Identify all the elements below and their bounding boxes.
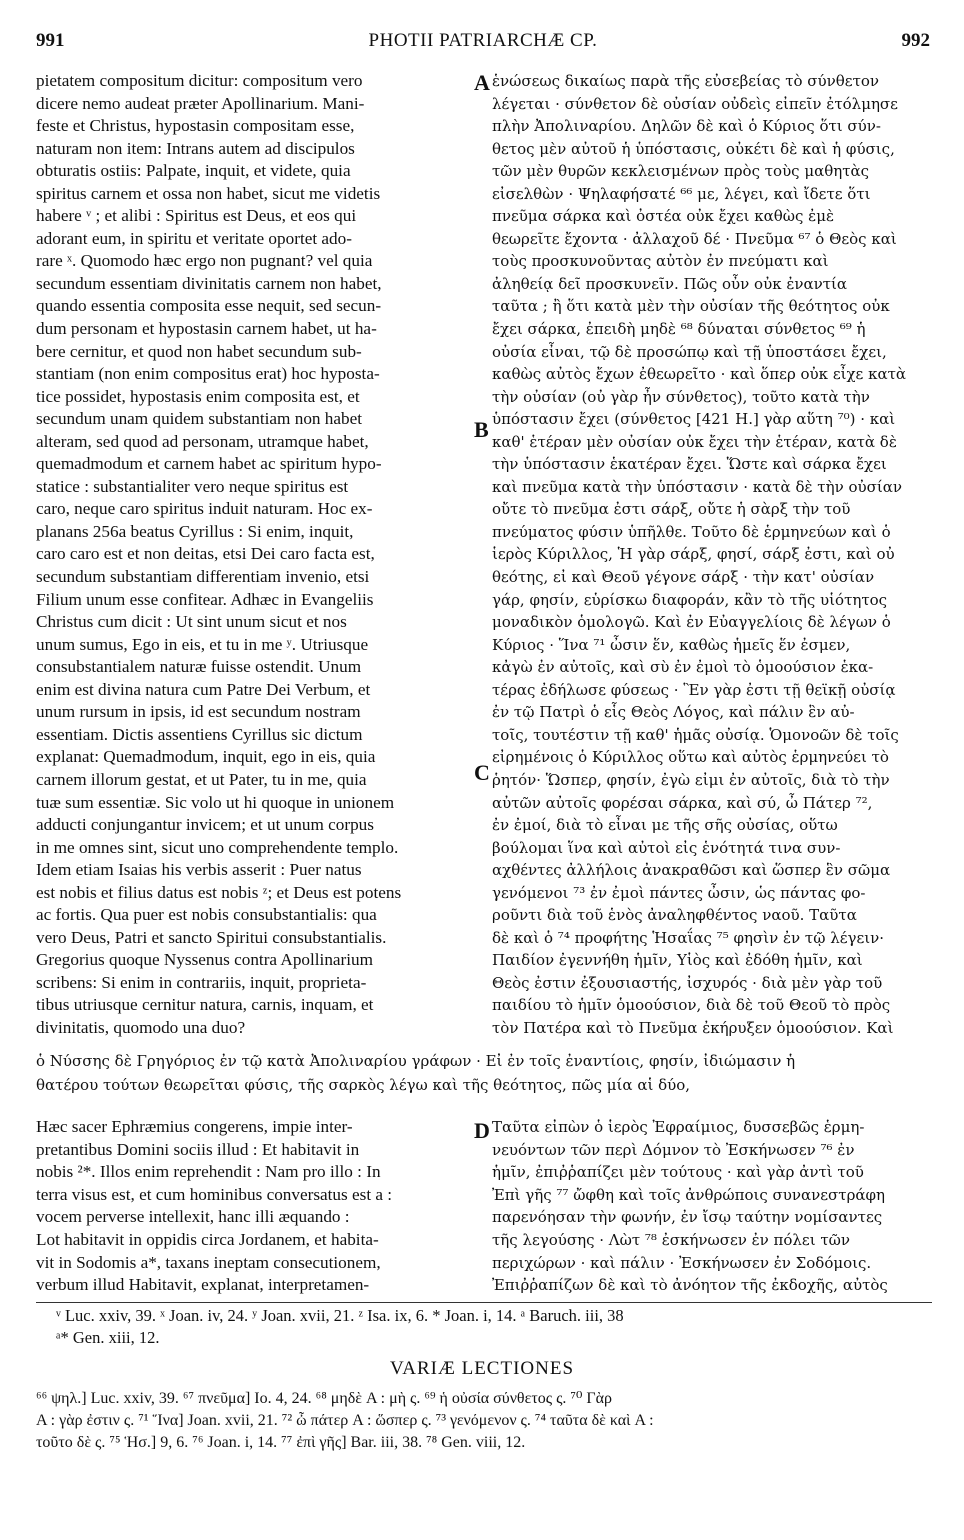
greek-text-line: καθ' ἑτέραν μὲν οὐσίαν οὐκ ἔχει τὴν ἑτέραν, κατὰ δὲ bbox=[492, 432, 897, 451]
greek-text-line: Κύριος · Ἵνα ⁷¹ ὦσιν ἕν, καθὼς ἡμεῖς ἕν ἐσμεν, bbox=[492, 635, 851, 654]
page-header bbox=[36, 30, 930, 60]
greek-text-line: ταῦτα ; ἢ ὅτι κατὰ μὲν τὴν οὐσίαν τῆς θεότητος οὐκ bbox=[492, 297, 890, 316]
greek-text-line: αχθέντες ἀλλήλοις ἀνακραθῶσι καὶ ὥσπερ ἓν σῶμα bbox=[492, 861, 891, 880]
greek-text-line: ροῦντι διὰ τοῦ ἑνὸς ἀναληφθέντος ναοῦ. Ταῦτα bbox=[492, 906, 857, 925]
greek-text-line: τέρας ἐδήλωσε φύσεως · Ἓν γὰρ ἐστι τῇ θεϊκῇ οὐσίᾳ bbox=[492, 680, 896, 699]
variae-lectiones-title: VARIÆ LECTIONES bbox=[389, 1358, 575, 1379]
latin-text-line: caro, neque caro spiritus induit naturam. Hoc ex- bbox=[36, 499, 373, 519]
greek-text-line: γενόμενοι ⁷³ ἐν ἐμοὶ πάντες ὦσιν, ὡς πάντας φο- bbox=[492, 883, 866, 902]
latin-text-line: in me omnes sint, sicut uno comprehendente templo. bbox=[36, 837, 399, 857]
latin-text-line: Filium unum esse confitear. Adhæc in Evangeliis bbox=[36, 589, 374, 609]
greek-text-line: καὶ πνεῦμα κατὰ τὴν ὑπόστασιν · κατὰ δὲ τὴν οὐσίαν bbox=[492, 477, 902, 496]
footnotes bbox=[56, 1305, 936, 1349]
greek-text-line: τῆς λεγούσης · Λὼτ ⁷⁸ ἐσκήνωσεν ἐν πόλει τῶν bbox=[492, 1230, 851, 1249]
latin-text-line: Lot habitavit in oppidis circa Jordanem, et habita- bbox=[36, 1229, 379, 1249]
latin-text-line: pietatem compositum dicitur: compositum vero bbox=[36, 71, 363, 90]
latin-text-line: alteram, sed quod ad personam, utramque habet, bbox=[36, 431, 369, 451]
greek-text-line: βούλομαι ἵνα καὶ αὐτοὶ εἰς ἑνότητά τινα συν- bbox=[492, 838, 841, 857]
latin-text-line: secundum essentiam divinitatis carnem non habet, bbox=[36, 273, 382, 293]
greek-text-line: τοῖς, τουτέστιν τῇ καθ' ἡμᾶς οὐσίᾳ. Ὁμονοῶν δὲ τοῖς bbox=[492, 725, 899, 744]
latin-text-line: enim est divina natura cum Patre Dei Verbum, et bbox=[36, 679, 371, 699]
latin-text-line: bere cernitur, et quod non habet secundum sub- bbox=[36, 341, 362, 361]
greek-text-line: θετος μὲν αὐτοῦ ἡ ὑπόστασις, οὐκέτι δὲ καὶ ἡ φύσις, bbox=[492, 139, 895, 158]
greek-column bbox=[492, 70, 932, 1040]
greek-text-line: θεωρεῖτε ἔχοντα · ἀλλαχοῦ δέ · Πνεῦμα ⁶⁷ ὁ Θεὸς καὶ bbox=[492, 229, 897, 248]
greek-text-line: τὴν οὐσίαν (οὐ γὰρ ἦν σύνθετος), τοῦτο κατὰ τὴν bbox=[492, 387, 870, 406]
greek-text-line: εἰσελθὼν · Ψηλαφήσατέ ⁶⁶ με, λέγει, καὶ ἴδετε ὅτι bbox=[492, 184, 871, 203]
latin-text-line: terra visus est, et cum hominibus conversatus est a : bbox=[36, 1184, 393, 1204]
greek-text-line: Ἐπιῤῥαπίζων δὲ καὶ τὸ ἀνόητον τῆς ἐκδοχῆς, αὐτὸς bbox=[492, 1276, 888, 1295]
greek-text-line: λέγεται · σύνθετον δὲ οὐσίαν οὐδεὶς εἰπεῖν ἐτόλμησε bbox=[492, 94, 898, 113]
greek-text-line: οὐσία εἶναι, τῷ δὲ προσώπῳ καὶ τῇ ὑποστάσει ἔχει, bbox=[492, 342, 887, 361]
greek-text-line: ἔχει σάρκα, ἐπειδὴ μηδὲ ⁶⁸ δύναται σύνθετος ⁶⁹ ἡ bbox=[492, 320, 866, 339]
margin-letter-b: B bbox=[474, 417, 489, 442]
variae-lectiones bbox=[36, 1388, 936, 1454]
greek-text-line: εἰρημένοις ὁ Κύριλλος οὕτω καὶ αὐτὸς ἑρμηνεύει τὸ bbox=[492, 748, 889, 767]
greek-text-line: Θεὸς ἐστιν ἐξουσιαστής, ἰσχυρός · διὰ μὲν γὰρ τοῦ bbox=[492, 973, 883, 992]
varia-line: ⁶⁶ ψηλ.] Luc. xxiv, 39. ⁶⁷ πνεῦμα] Io. 4, 24. ⁶⁸ μηδὲ A : μὴ ς. ⁶⁹ ἡ οὐσία σύνθετος ς. ⁷⁰ Γὰρ bbox=[36, 1390, 613, 1407]
latin-text-line: caro caro est et non deitas, etsi Dei caro facta est, bbox=[36, 544, 375, 564]
page-number-left: 991 bbox=[36, 30, 65, 51]
latin-text-line: unum rursum in ipsis, id est secundum nostram bbox=[36, 702, 361, 722]
greek-text-line: ἑνώσεως δικαίως παρὰ τῆς εὐσεβείας τὸ σύνθετον bbox=[492, 72, 880, 90]
greek-text-line: πλὴν Ἀπολιναρίου. Δηλῶν δὲ καὶ ὁ Κύριος ὅτι σύν- bbox=[492, 117, 881, 136]
latin-text-line: Gregorius quoque Nyssenus contra Apollinarium bbox=[36, 950, 374, 970]
latin-text-line: adducti conjungantur invicem; et ut unum corpus bbox=[36, 815, 374, 835]
greek-text-line: θεότης, εἰ καὶ Θεοῦ γέγονε σάρξ · τὴν κατ' οὐσίαν bbox=[492, 568, 875, 587]
greek-text-line: ὑπόστασιν ἔχει (σύνθετος [421 H.] γὰρ αὕτη ⁷⁰) · καὶ bbox=[492, 410, 896, 429]
greek-column-lower bbox=[492, 1116, 932, 1297]
greek-text-line: τὸν Πατέρα καὶ τὸ Πνεῦμα ἐκήρυξεν ὁμοούσιον. Καὶ bbox=[492, 1018, 894, 1037]
greek-text-line: Ταῦτα εἰπὼν ὁ ἱερὸς Ἐφραίμιος, δυσσεβῶς ἑρμη- bbox=[492, 1118, 865, 1136]
greek-text-line: παιδίου τὸ ἡμῖν ὁμοούσιον, διὰ δὲ τοῦ Θεοῦ τὸ πρὸς bbox=[492, 996, 891, 1015]
varia-line: A : γὰρ ἐστιν ς. ⁷¹ Ἵνα] Joan. xvii, 21. ⁷² ὦ πάτερ A : ὥσπερ ς. ⁷³ γενόμενον ς. ⁷⁴ ταῦτα δὲ καὶ A : bbox=[36, 1412, 654, 1429]
latin-text-line: tibus utriusque cernitur natura, carnis, inquam, et bbox=[36, 995, 374, 1015]
footnote-line: ᵃ* Gen. xiii, 12. bbox=[56, 1328, 160, 1347]
full-width-line-1: ὁ Νύσσης δὲ Γρηγόριος ἐν τῷ κατὰ Ἀπολιναρίου γράφων · Εἰ ἐν τοῖς ἐναντίοις, φησίν, ἰδιώμασιν ἡ bbox=[36, 1052, 796, 1070]
latin-text-line: feste et Christus, hypostasin compositam esse, bbox=[36, 116, 355, 136]
latin-text-line: statice : substantialiter vero neque spiritus est bbox=[36, 476, 349, 496]
latin-text-line: explanat: Quemadmodum, inquit, ego in eis, quia bbox=[36, 747, 376, 767]
latin-text-line: essentiam. Dictis assentiens Cyrillus sic dictum bbox=[36, 724, 363, 744]
latin-text-line: rare ˣ. Quomodo hæc ergo non pugnant? vel quia bbox=[36, 251, 373, 271]
latin-text-line: est nobis et filius datus est nobis ᶻ; et Deus est potens bbox=[36, 882, 402, 902]
latin-text-line: obturatis ostiis: Palpate, inquit, et videte, quia bbox=[36, 161, 351, 181]
latin-text-line: dum personam et hypostasin carnem habet, ut ha- bbox=[36, 319, 377, 339]
full-width-line-2: θατέρου τούτων θεωρεῖται φύσις, τῆς σαρκὸς λέγω καὶ τῆς θεότητος, πῶς μία αἱ δύο, bbox=[36, 1076, 691, 1094]
latin-text-line: habere ᵛ ; et alibi : Spiritus est Deus, et eos qui bbox=[36, 206, 357, 226]
margin-letter-d: D bbox=[474, 1118, 490, 1143]
latin-text-line: divinitatis, quomodo una duo? bbox=[36, 1017, 246, 1037]
latin-text-line: secundum unam quidem substantiam non habet bbox=[36, 409, 363, 429]
greek-text-line: παρενόησαν τὴν φωνήν, ἐν ἴσῳ ταύτην νομίσαντες bbox=[492, 1208, 883, 1227]
latin-text-line: vit in Sodomis a*, taxans ineptam consecutionem, bbox=[36, 1252, 381, 1272]
latin-text-line: carnem illorum gestat, et ut Pater, tu in me, quia bbox=[36, 769, 367, 789]
latin-text-line: naturam non item: Intrans autem ad discipulos bbox=[36, 138, 355, 158]
latin-text-line: quemadmodum et carnem habet ac spiritum hypo- bbox=[36, 454, 382, 474]
latin-text-line: vero Deus, Patri et sancto Spiritui consubstantialis. bbox=[36, 927, 387, 947]
greek-text-line: δὲ καὶ ὁ ⁷⁴ προφήτης Ἡσαΐας ⁷⁵ φησὶν ἐν τῷ λέγειν· bbox=[492, 928, 884, 947]
latin-text-line: unum sumus, Ego in eis, et tu in me ʸ. Utriusque bbox=[36, 634, 369, 654]
greek-text-line: μοναδικὸν ὁμολογῶ. Καὶ ἐν Εὐαγγελίοις δὲ λέγων ὁ bbox=[492, 613, 891, 632]
margin-letter-a: A bbox=[474, 70, 490, 95]
greek-text-line: νευόντων τῶν περὶ Δόμνον τὸ Ἐσκήνωσεν ⁷⁶ ἐν bbox=[492, 1140, 855, 1159]
greek-text-line: ἐν τῷ Πατρὶ ὁ εἷς Θεὸς Λόγος, καὶ πάλιν ἓν αὐ- bbox=[492, 703, 855, 722]
greek-text-line: ἡμῖν, ἐπιῤῥαπίζει μὲν τούτους · καὶ γὰρ ἀντὶ τοῦ bbox=[492, 1163, 864, 1182]
greek-text-line: τὴν ὑπόστασιν ἑκατέραν ἔχει. Ὥστε καὶ σάρκα ἔχει bbox=[492, 455, 887, 474]
greek-text-line: ἀληθείᾳ δεῖ προσκυνεῖν. Πῶς οὖν οὐκ ἐναντία bbox=[492, 274, 848, 293]
latin-text-line: stantiam (non enim compositus erat) hoc hyposta- bbox=[36, 364, 380, 384]
greek-text-line: ῥητόν· Ὥσπερ, φησίν, ἐγὼ εἰμι ἐν αὐτοῖς, διὰ τὸ τὴν bbox=[492, 770, 890, 789]
latin-column bbox=[36, 70, 472, 1040]
latin-text-line: pretantibus Domini sociis illud : Et habitavit in bbox=[36, 1139, 360, 1159]
latin-text-line: adorant eum, in spiritu et veritate oportet ado- bbox=[36, 228, 352, 248]
greek-text-line: πνεῦμα σάρκα καὶ ὀστέα οὐκ ἔχει καθὼς ἐμὲ bbox=[492, 207, 834, 226]
latin-text-line: tice possidet, hypostasis enim composita est, et bbox=[36, 386, 360, 406]
latin-text-line: scribens: Si enim in contrariis, inquit, proprieta- bbox=[36, 972, 367, 992]
greek-text-line: πνεύματος φύσιν ὑπῆλθε. Τοῦτο δὲ ἑρμηνεύων καὶ ὁ bbox=[492, 522, 891, 541]
varia-line: τοῦτο δὲ ς. ⁷⁵ Ἡσ.] 9, 6. ⁷⁶ Joan. i, 14. ⁷⁷ ἐπὶ γῆς] Bar. iii, 38. ⁷⁸ Gen. viii, 12. bbox=[36, 1434, 526, 1451]
latin-text-line: quando essentia composita esse nequit, sed secun- bbox=[36, 296, 382, 316]
latin-text-line: secundum substantiam differentiam invenio, etsi bbox=[36, 567, 370, 587]
greek-text-line: αὐτῶν αὐτοῖς φορέσαι σάρκα, καὶ σύ, ὦ Πάτερ ⁷², bbox=[492, 793, 873, 812]
latin-text-line: Christus cum dicit : Ut sint unum sicut et nos bbox=[36, 612, 347, 632]
latin-text-line: planans 256a beatus Cyrillus : Si enim, inquit, bbox=[36, 521, 354, 541]
greek-text-line: ἱερὸς Κύριλλος, Ἡ γὰρ σάρξ, φησί, σάρξ ἐστι, καὶ οὐ bbox=[492, 545, 895, 564]
greek-text-line: τοὺς προσκυνοῦντας αὐτὸν ἐν πνεύματι καὶ bbox=[492, 252, 829, 271]
latin-text-line: vocem perverse intellexit, hanc illi æquando : bbox=[36, 1207, 350, 1227]
margin-letter-c: C bbox=[474, 760, 490, 785]
latin-text-line: verbum illud Habitavit, explanat, interpretamen- bbox=[36, 1275, 370, 1295]
page-number-right: 992 bbox=[901, 30, 930, 51]
latin-text-line: Idem etiam Isaias his verbis asserit : Puer natus bbox=[36, 860, 362, 880]
footnote-line: ᵛ Luc. xxiv, 39. ˣ Joan. iv, 24. ʸ Joan. xvii, 21. ᶻ Isa. ix, 6. * Joan. i, 14. ᵃ Baruch. iii, 38 bbox=[56, 1306, 624, 1325]
latin-text-line: consubstantialem naturæ fuisse ostendit. Unum bbox=[36, 657, 362, 677]
greek-text-line: Παιδίον ἐγεννήθη ἡμῖν, Υἱὸς καὶ ἐδόθη ἡμῖν, καὶ bbox=[492, 951, 863, 970]
latin-column-lower bbox=[36, 1116, 472, 1297]
greek-text-line: καθὼς αὐτὸς ἔχων ἐθεωρεῖτο · καὶ ὅπερ οὐκ εἶχε κατὰ bbox=[492, 365, 907, 384]
latin-text-line: Hæc sacer Ephræmius congerens, impie inter- bbox=[36, 1117, 353, 1136]
greek-text-line: γάρ, φησίν, εὑρίσκω διαφοράν, κἂν τὸ τῆς υἱότητος bbox=[492, 590, 888, 609]
greek-text-line: κἀγὼ ἐν αὐτοῖς, καὶ σὺ ἐν ἐμοὶ τὸ ὁμοούσιον ἑκα- bbox=[492, 658, 874, 677]
running-title: PHOTII PATRIARCHÆ CP. bbox=[368, 30, 598, 51]
greek-text-line: περιχώρων · καὶ πάλιν · Ἐσκήνωσεν ἐν Σοδόμοις. bbox=[492, 1253, 872, 1272]
greek-text-line: Ἐπὶ γῆς ⁷⁷ ὤφθη καὶ τοῖς ἀνθρώποις συνανεστράφη bbox=[492, 1185, 886, 1204]
greek-text-line: ἐν ἐμοί, διὰ τὸ εἶναι με τῆς σῆς οὐσίας, οὕτω bbox=[492, 816, 838, 835]
latin-text-line: ac fortis. Qua puer est nobis consubstantialis: qua bbox=[36, 905, 377, 925]
greek-text-line: οὔτε τὸ πνεῦμα ἐστι σάρξ, οὔτε ἡ σὰρξ τὴν τοῦ bbox=[492, 500, 851, 519]
footnote-rule bbox=[36, 1302, 932, 1303]
latin-text-line: nobis ²*. Illos enim reprehendit : Nam pro illo : In bbox=[36, 1162, 381, 1182]
latin-text-line: dicere nemo audeat præter Apollinarium. Mani- bbox=[36, 93, 365, 113]
latin-text-line: spiritus carnem et ossa non habet, sicut me videtis bbox=[36, 183, 381, 203]
greek-text-line: τῶν μὲν θυρῶν κεκλεισμένων πρὸς τοὺς μαθητὰς bbox=[492, 162, 870, 181]
latin-text-line: tuæ sum essentiæ. Sic volo ut hi quoque in unionem bbox=[36, 792, 395, 812]
